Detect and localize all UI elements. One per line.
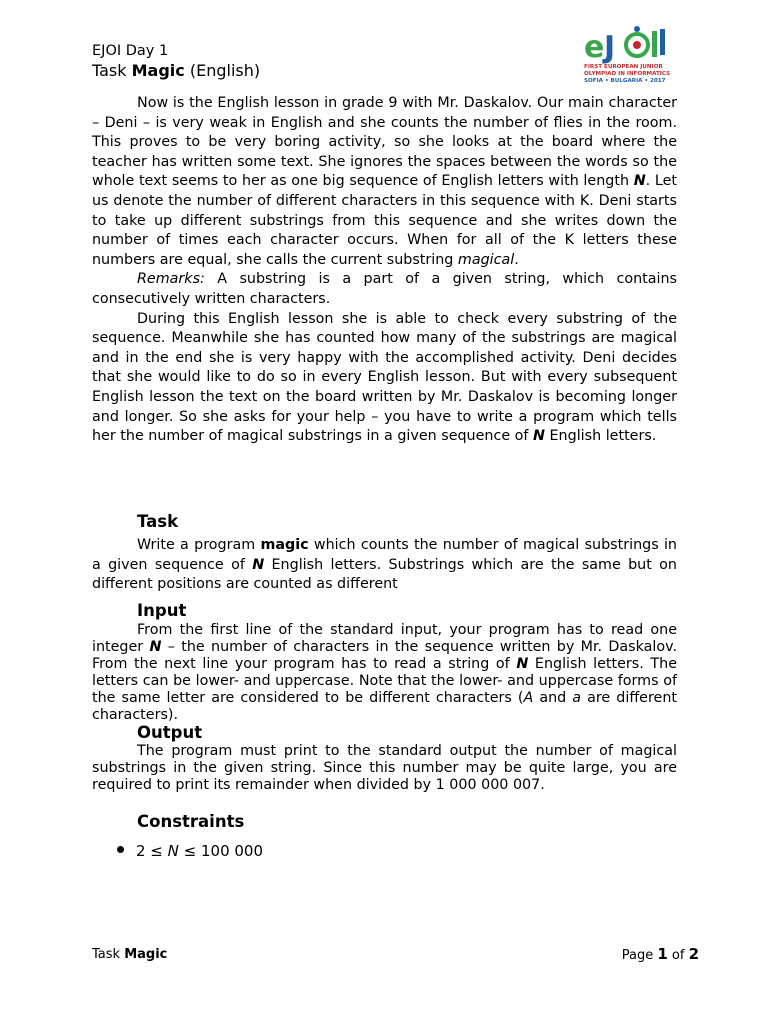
logo-gear-center (633, 41, 641, 49)
input-paragraph (92, 622, 677, 724)
logo-tagline-2: OLYMPIAD IN INFORMATICS (584, 71, 671, 77)
task-title-name: Magic (131, 61, 185, 80)
variable-n: N (516, 656, 529, 672)
input-text-and: and (533, 690, 573, 706)
letter-upper-a: A (523, 690, 534, 706)
constraint-item (117, 842, 263, 860)
variable-n: N (252, 556, 265, 573)
task-section (92, 536, 677, 595)
logo-figure-head (634, 26, 640, 32)
input-heading: Input (137, 601, 187, 620)
input-text-a: From the first line of the standard input, your program has to read one integer (92, 622, 677, 655)
footer-page-total: 2 (688, 945, 699, 963)
ejoi-logo-graphic (582, 23, 680, 89)
input-text-c: English letters. The letters can be lower- and uppercase. Note that the lower- and uppercase forms of the same letter are considered to be different characters ( (92, 656, 678, 706)
task-title-prefix: Task (92, 61, 127, 80)
intro-paragraph-3 (92, 310, 677, 447)
remarks-label: Remarks: (137, 271, 205, 288)
intro-paragraph-1 (92, 94, 677, 270)
task-paragraph (92, 536, 677, 595)
constraint-text-a: 2 ≤ (136, 842, 168, 860)
output-paragraph: The program must print to the standard output the number of magical substrings in the given string. Since this number may be quite large, you are required to print its remainder when divided by 1 000 000 007. (92, 743, 677, 793)
input-text-d: are different characters). (92, 690, 677, 723)
logo-letter-e: e (584, 30, 605, 65)
intro-p3-text-a: During this English lesson she is able to check every substring of the sequence. Meanwhile she has counted how many of the substrings are magical and in the end she is very happy with the accomplished activity. Deni decides that she would like to do so in every English lesson. But with every subsequent English lesson the text on the board written by Mr. Daskalov is becoming longer and longer. So she asks for your help – you have to write a program which tells her the number of magical substrings in a given sequence of (92, 310, 677, 445)
program-name: magic (260, 537, 309, 553)
footer-page-label: Page (621, 948, 658, 963)
footer-of-label: of (667, 948, 689, 963)
bullet-icon (117, 846, 124, 853)
footer-page-number (622, 945, 699, 963)
variable-n: N (167, 842, 179, 860)
variable-n: N (633, 173, 646, 190)
intro-p3-text-b: English letters. (544, 428, 657, 445)
remarks-text: A substring is a part of a given string, which contains consecutively written characters. (92, 271, 677, 307)
task-text-b: which counts the number of magical substrings in a given sequence of (92, 537, 677, 573)
footer-task (92, 947, 167, 962)
logo-letter-i (652, 31, 657, 57)
output-section (92, 743, 677, 794)
constraints-heading: Constraints (137, 812, 245, 831)
output-heading: Output (137, 723, 203, 742)
input-text-b: – the number of characters in the sequence written by Mr. Daskalov. From the next line your program has to read a string of (92, 639, 677, 672)
intro-section (92, 94, 677, 447)
header-day: EJOI Day 1 (92, 43, 169, 59)
logo-tagline-1: FIRST EUROPEAN JUNIOR (584, 64, 663, 70)
task-title (92, 61, 260, 80)
logo-letter-j: J (604, 30, 616, 65)
task-text-a: Write a program (137, 537, 261, 553)
intro-p1-text-b: . Let us denote the number of different characters in this sequence with K. Deni starts to take up different substrings from this sequence and she writes down the number of times each character occurs. When for all of the K letters these numbers are equal, she calls the current substring (92, 173, 677, 268)
ejoi-logo (582, 23, 680, 89)
logo-tagline-3: SOFIA • BULGARIA • 2017 (584, 78, 666, 84)
intro-p1-text-a: Now is the English lesson in grade 9 with Mr. Daskalov. Our main character – Deni – is very weak in English and she counts the number of flies in the room. This proves to be very boring activity, so she looks at the board where the teacher has written some text. She ignores the spaces between the words so the whole text seems to her as one big sequence of English letters with length (92, 95, 677, 190)
intro-p1-text-c: . (514, 251, 519, 268)
input-section (92, 622, 677, 724)
task-text-c: English letters. Substrings which are the same but on different positions are counted as different (92, 556, 677, 593)
remarks-paragraph (92, 270, 677, 309)
logo-side-bar (660, 29, 665, 55)
constraint-text-b: ≤ 100 000 (178, 842, 264, 860)
footer-page-current: 1 (657, 945, 668, 963)
variable-n: N (533, 428, 545, 445)
term-magical: magical (457, 251, 515, 268)
letter-lower-a: a (572, 690, 582, 706)
footer-task-name: Magic (124, 947, 168, 962)
task-title-language: (English) (189, 61, 261, 80)
variable-n: N (149, 639, 162, 655)
task-heading: Task (137, 512, 179, 531)
footer-task-prefix: Task (92, 947, 125, 962)
